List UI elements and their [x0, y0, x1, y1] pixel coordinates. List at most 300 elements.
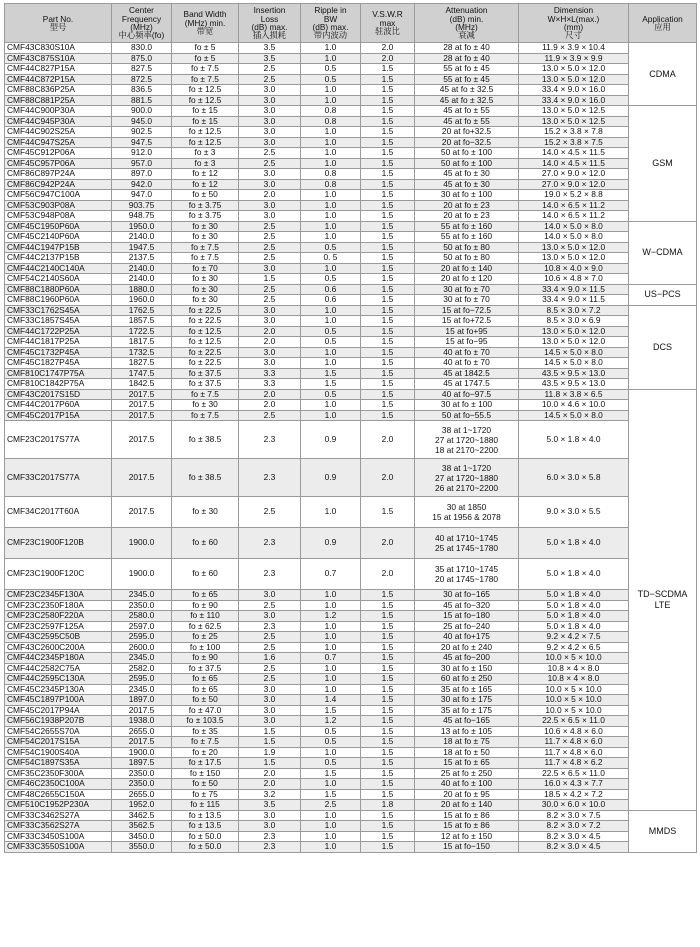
bandwidth-cell: fo ± 37.5: [172, 379, 239, 390]
insertion-loss-cell: 2.5: [239, 242, 301, 253]
bandwidth-cell: fo ± 35: [172, 726, 239, 737]
attenuation-line: 20 at 1745~1780: [434, 574, 499, 584]
vswr-cell: 1.5: [361, 169, 415, 180]
dimension-cell: 13.0 × 5.0 × 12.0: [519, 242, 629, 253]
attenuation-cell: 20 at fo ± 140: [415, 800, 519, 811]
filter-spec-table: [4, 3, 697, 853]
vswr-cell: 1.5: [361, 821, 415, 832]
ripple-cell: 0.5: [301, 274, 361, 285]
bandwidth-cell: fo ± 30: [172, 232, 239, 243]
part-number-cell: CMF33C3462S27A: [5, 810, 112, 821]
vswr-cell: 1.5: [361, 305, 415, 316]
part-number-cell: CMF44C2140C140A: [5, 263, 112, 274]
center-frequency-cell: 872.5: [112, 74, 172, 85]
part-number-cell: CMF45C2017P15A: [5, 410, 112, 421]
vswr-cell: 1.5: [361, 726, 415, 737]
insertion-loss-cell: 2.3: [239, 528, 301, 559]
insertion-loss-cell: 2.3: [239, 842, 301, 853]
dimension-cell: 11.7 × 4.8 × 6.0: [519, 737, 629, 748]
center-frequency-cell: 1747.5: [112, 368, 172, 379]
bandwidth-cell: fo ± 110: [172, 611, 239, 622]
part-number-cell: CMF44C947S25A: [5, 137, 112, 148]
attenuation-line: 18 at 2170~2200: [434, 444, 499, 455]
ripple-cell: 1.0: [301, 137, 361, 148]
part-number-cell: CMF45C912P06A: [5, 148, 112, 159]
bandwidth-cell: fo ± 7.5: [172, 737, 239, 748]
application-label: W−CDMA: [642, 247, 683, 257]
vswr-cell: 1.5: [361, 64, 415, 75]
attenuation-cell: 15 at fo ± 86: [415, 821, 519, 832]
part-number-cell: CMF23C1900F120B: [5, 528, 112, 559]
attenuation-line: 35 at 1710~1745: [434, 564, 499, 574]
dimension-cell: 22.5 × 6.5 × 11.0: [519, 768, 629, 779]
insertion-loss-cell: 3.3: [239, 368, 301, 379]
bandwidth-cell: fo ± 150: [172, 768, 239, 779]
vswr-cell: 1.5: [361, 716, 415, 727]
column-header-label: BW: [323, 13, 338, 24]
vswr-cell: 1.5: [361, 95, 415, 106]
part-number-cell: CMF56C1938P207B: [5, 716, 112, 727]
insertion-loss-cell: 2.5: [239, 674, 301, 685]
part-number-cell: CMF33C2017S77A: [5, 459, 112, 497]
attenuation-cell: 12 at fo ± 150: [415, 831, 519, 842]
insertion-loss-cell: 2.3: [239, 831, 301, 842]
dimension-cell: 13.0 × 5.0 × 12.0: [519, 74, 629, 85]
attenuation-cell: 40 at fo−97.5: [415, 389, 519, 400]
ripple-cell: 0.5: [301, 737, 361, 748]
dimension-cell: 13.0 × 5.0 × 12.0: [519, 326, 629, 337]
dimension-cell: 10.8 × 4 × 8.0: [519, 674, 629, 685]
attenuation-cell: 45 at fo−200: [415, 653, 519, 664]
column-header-label: (MHz) min.: [184, 17, 226, 28]
center-frequency-cell: 2345.0: [112, 653, 172, 664]
ripple-cell: 1.0: [301, 410, 361, 421]
vswr-cell: 2.0: [361, 528, 415, 559]
column-header-label: Dimension: [553, 5, 594, 16]
vswr-cell: 1.5: [361, 379, 415, 390]
bandwidth-cell: fo ± 3: [172, 148, 239, 159]
table-row: [5, 326, 697, 337]
insertion-loss-cell: 2.5: [239, 158, 301, 169]
bandwidth-cell: fo ± 7.5: [172, 389, 239, 400]
table-row: [5, 232, 697, 243]
center-frequency-cell: 881.5: [112, 95, 172, 106]
table-row: [5, 137, 697, 148]
bandwidth-cell: fo ± 75: [172, 789, 239, 800]
part-number-cell: CMF44C2595C130A: [5, 674, 112, 685]
center-frequency-cell: 912.0: [112, 148, 172, 159]
center-frequency-cell: 836.5: [112, 85, 172, 96]
bandwidth-cell: fo ± 7.5: [172, 253, 239, 264]
vswr-cell: 1.5: [361, 253, 415, 264]
vswr-cell: 1.5: [361, 695, 415, 706]
dimension-cell: 6.0 × 3.0 × 5.8: [519, 459, 629, 497]
ripple-cell: 1.5: [301, 705, 361, 716]
insertion-loss-cell: 3.0: [239, 821, 301, 832]
bandwidth-cell: fo ± 12.5: [172, 127, 239, 138]
center-frequency-cell: 1842.5: [112, 379, 172, 390]
application-cell: [629, 305, 697, 389]
table-row: [5, 190, 697, 201]
part-number-cell: CMF33C1762S45A: [5, 305, 112, 316]
table-row: [5, 379, 697, 390]
table-row: [5, 705, 697, 716]
ripple-cell: 0.6: [301, 295, 361, 306]
dimension-cell: 11.9 × 3.9 × 9.9: [519, 53, 629, 64]
part-number-cell: CMF45C1827P45A: [5, 358, 112, 369]
center-frequency-cell: 2582.0: [112, 663, 172, 674]
column-header-label: (dB) max.: [312, 22, 349, 32]
column-header-chinese: 型号: [49, 22, 67, 32]
ripple-cell: 0.5: [301, 389, 361, 400]
attenuation-cell: 30 at fo ± 70: [415, 284, 519, 295]
ripple-cell: 1.0: [301, 821, 361, 832]
table-row: [5, 400, 697, 411]
ripple-cell: 1.0: [301, 663, 361, 674]
center-frequency-cell: 2140.0: [112, 263, 172, 274]
attenuation-cell: 20 at fo+32.5: [415, 127, 519, 138]
application-label: GSM: [652, 157, 673, 168]
vswr-cell: 1.5: [361, 663, 415, 674]
center-frequency-cell: 2017.5: [112, 737, 172, 748]
application-cell: [629, 106, 697, 222]
part-number-cell: CMF88C836P25A: [5, 85, 112, 96]
dimension-cell: 14.0 × 4.5 × 11.5: [519, 158, 629, 169]
center-frequency-cell: 1938.0: [112, 716, 172, 727]
table-row: [5, 789, 697, 800]
table-row: [5, 116, 697, 127]
column-header: [361, 4, 415, 43]
dimension-cell: 14.0 × 5.0 × 8.0: [519, 221, 629, 232]
insertion-loss-cell: 3.0: [239, 263, 301, 274]
ripple-cell: 0.5: [301, 758, 361, 769]
center-frequency-cell: 2017.5: [112, 410, 172, 421]
part-number-cell: CMF44C2582C75A: [5, 663, 112, 674]
table-row: [5, 316, 697, 327]
attenuation-cell: 45 at fo−320: [415, 600, 519, 611]
vswr-cell: 1.5: [361, 600, 415, 611]
column-header: [5, 4, 112, 43]
ripple-cell: 0.8: [301, 169, 361, 180]
insertion-loss-cell: 2.3: [239, 459, 301, 497]
table-row: [5, 611, 697, 622]
table-row: [5, 242, 697, 253]
insertion-loss-cell: 2.5: [239, 642, 301, 653]
part-number-cell: CMF23C1900F120C: [5, 559, 112, 590]
bandwidth-cell: fo ± 65: [172, 674, 239, 685]
dimension-cell: 8.2 × 3.0 × 4.5: [519, 831, 629, 842]
part-number-cell: CMF43C830S10A: [5, 43, 112, 54]
bandwidth-cell: fo ± 38.5: [172, 459, 239, 497]
center-frequency-cell: 1900.0: [112, 528, 172, 559]
ripple-cell: 1.0: [301, 779, 361, 790]
vswr-cell: 1.5: [361, 179, 415, 190]
attenuation-cell: [415, 421, 519, 459]
center-frequency-cell: 957.0: [112, 158, 172, 169]
dimension-cell: 11.7 × 4.8 × 6.2: [519, 758, 629, 769]
table-row: [5, 64, 697, 75]
ripple-cell: 1.0: [301, 684, 361, 695]
dimension-cell: 5.0 × 1.8 × 4.0: [519, 421, 629, 459]
bandwidth-cell: fo ± 7.5: [172, 64, 239, 75]
vswr-cell: 1.5: [361, 316, 415, 327]
column-header-label: Band Width: [183, 9, 227, 20]
center-frequency-cell: 1947.5: [112, 242, 172, 253]
dimension-cell: 14.0 × 4.5 × 11.5: [519, 148, 629, 159]
vswr-cell: 2.0: [361, 43, 415, 54]
table-row: [5, 459, 697, 497]
bandwidth-cell: fo ± 12.5: [172, 85, 239, 96]
insertion-loss-cell: 2.5: [239, 221, 301, 232]
part-number-cell: CMF54C1897S35A: [5, 758, 112, 769]
insertion-loss-cell: 3.0: [239, 116, 301, 127]
insertion-loss-cell: 2.5: [239, 497, 301, 528]
ripple-cell: 1.0: [301, 347, 361, 358]
dimension-cell: 27.0 × 9.0 × 12.0: [519, 179, 629, 190]
table-row: [5, 389, 697, 400]
bandwidth-cell: fo ± 3: [172, 158, 239, 169]
center-frequency-cell: 2017.5: [112, 497, 172, 528]
attenuation-cell: 45 at fo−165: [415, 716, 519, 727]
insertion-loss-cell: 3.0: [239, 810, 301, 821]
bandwidth-cell: fo ± 103.5: [172, 716, 239, 727]
vswr-cell: 1.5: [361, 358, 415, 369]
center-frequency-cell: 2600.0: [112, 642, 172, 653]
insertion-loss-cell: 2.5: [239, 410, 301, 421]
bandwidth-cell: fo ± 12.5: [172, 137, 239, 148]
part-number-cell: CMF88C881P25A: [5, 95, 112, 106]
part-number-cell: CMF45C1950P60A: [5, 221, 112, 232]
insertion-loss-cell: 3.0: [239, 316, 301, 327]
attenuation-cell: 25 at fo−240: [415, 621, 519, 632]
table-row: [5, 779, 697, 790]
ripple-cell: 1.5: [301, 368, 361, 379]
table-row: [5, 831, 697, 842]
dimension-cell: 22.5 × 6.5 × 11.0: [519, 716, 629, 727]
attenuation-cell: 30 at fo ± 150: [415, 663, 519, 674]
bandwidth-cell: fo ± 62.5: [172, 621, 239, 632]
center-frequency-cell: 3462.5: [112, 810, 172, 821]
ripple-cell: 1.0: [301, 305, 361, 316]
attenuation-cell: 45 at 1747.5: [415, 379, 519, 390]
column-header-label: V.S.W.R: [372, 9, 403, 20]
bandwidth-cell: fo ± 20: [172, 747, 239, 758]
table-row: [5, 674, 697, 685]
column-header: [415, 4, 519, 43]
attenuation-cell: 18 at fo ± 50: [415, 747, 519, 758]
bandwidth-cell: fo ± 37.5: [172, 663, 239, 674]
ripple-cell: 1.0: [301, 43, 361, 54]
insertion-loss-cell: 2.0: [239, 779, 301, 790]
ripple-cell: 0.6: [301, 284, 361, 295]
dimension-cell: 27.0 × 9.0 × 12.0: [519, 169, 629, 180]
insertion-loss-cell: 1.5: [239, 726, 301, 737]
table-row: [5, 590, 697, 601]
dimension-cell: 8.5 × 3.0 × 6.9: [519, 316, 629, 327]
bandwidth-cell: fo ± 60: [172, 559, 239, 590]
insertion-loss-cell: 2.5: [239, 632, 301, 643]
insertion-loss-cell: 2.5: [239, 600, 301, 611]
attenuation-cell: 15 at fo−150: [415, 842, 519, 853]
attenuation-line: 40 at 1710~1745: [434, 533, 499, 543]
dimension-cell: 13.0 × 5.0 × 12.0: [519, 253, 629, 264]
attenuation-cell: 20 at fo ± 23: [415, 200, 519, 211]
application-label: MMDS: [648, 825, 677, 836]
vswr-cell: 1.5: [361, 497, 415, 528]
center-frequency-cell: 1960.0: [112, 295, 172, 306]
column-header-chinese: 驻波比: [375, 26, 400, 37]
attenuation-cell: 50 at fo ± 100: [415, 148, 519, 159]
attenuation-cell: 28 at fo ± 40: [415, 53, 519, 64]
insertion-loss-cell: 3.5: [239, 53, 301, 64]
vswr-cell: 1.5: [361, 632, 415, 643]
bandwidth-cell: fo ± 50.0: [172, 842, 239, 853]
part-number-cell: CMF23C2350F180A: [5, 600, 112, 611]
part-number-cell: CMF43C2600C200A: [5, 642, 112, 653]
center-frequency-cell: 2655.0: [112, 726, 172, 737]
center-frequency-cell: 1897.5: [112, 758, 172, 769]
application-cell: [629, 810, 697, 852]
dimension-cell: 18.5 × 4.2 × 7.2: [519, 789, 629, 800]
vswr-cell: 1.5: [361, 221, 415, 232]
vswr-cell: 1.5: [361, 642, 415, 653]
insertion-loss-cell: 2.5: [239, 232, 301, 243]
attenuation-cell: 55 at fo ± 45: [415, 64, 519, 75]
table-row: [5, 737, 697, 748]
part-number-cell: CMF810C1842P75A: [5, 379, 112, 390]
column-header-label: Ripple in: [314, 5, 347, 16]
bandwidth-cell: fo ± 15: [172, 106, 239, 117]
table-row: [5, 169, 697, 180]
attenuation-line: 38 at 1~1720: [441, 462, 492, 473]
application-label: DCS: [652, 341, 672, 352]
table-body: [5, 43, 697, 853]
vswr-cell: 1.5: [361, 116, 415, 127]
ripple-cell: 1.0: [301, 127, 361, 138]
attenuation-cell: 20 at fo ± 120: [415, 274, 519, 285]
ripple-cell: 1.0: [301, 358, 361, 369]
center-frequency-cell: 2017.5: [112, 389, 172, 400]
part-number-cell: CMF23C2580F220A: [5, 611, 112, 622]
application-cell: [629, 221, 697, 284]
table-row: [5, 663, 697, 674]
vswr-cell: 1.5: [361, 768, 415, 779]
attenuation-cell: 40 at fo ± 70: [415, 358, 519, 369]
bandwidth-cell: fo ± 30: [172, 295, 239, 306]
attenuation-cell: 30 at fo ± 70: [415, 295, 519, 306]
table-row: [5, 127, 697, 138]
table-row: [5, 253, 697, 264]
part-number-cell: CMF54C2655S70A: [5, 726, 112, 737]
vswr-cell: 1.5: [361, 295, 415, 306]
dimension-cell: 14.0 × 6.5 × 11.2: [519, 200, 629, 211]
center-frequency-cell: 827.5: [112, 64, 172, 75]
vswr-cell: 1.5: [361, 326, 415, 337]
part-number-cell: CMF45C2017P94A: [5, 705, 112, 716]
bandwidth-cell: fo ± 3.75: [172, 211, 239, 222]
vswr-cell: 1.5: [361, 705, 415, 716]
attenuation-cell: [415, 459, 519, 497]
bandwidth-cell: fo ± 12: [172, 179, 239, 190]
ripple-cell: 0.5: [301, 337, 361, 348]
bandwidth-cell: fo ± 50: [172, 695, 239, 706]
table-row: [5, 695, 697, 706]
center-frequency-cell: 1952.0: [112, 800, 172, 811]
insertion-loss-cell: 2.5: [239, 295, 301, 306]
ripple-cell: 0.8: [301, 116, 361, 127]
table-row: [5, 221, 697, 232]
attenuation-cell: 45 at fo ± 30: [415, 169, 519, 180]
center-frequency-cell: 942.0: [112, 179, 172, 190]
part-number-cell: CMF54C2017S15A: [5, 737, 112, 748]
attenuation-cell: 40 at fo+175: [415, 632, 519, 643]
column-header-chinese: 带内波动: [313, 30, 348, 41]
table-row: [5, 179, 697, 190]
insertion-loss-cell: 3.0: [239, 137, 301, 148]
column-header-label: max: [379, 17, 396, 28]
vswr-cell: 1.5: [361, 737, 415, 748]
table-row: [5, 148, 697, 159]
attenuation-line: 15 at 1956 & 2078: [432, 512, 501, 522]
ripple-cell: 1.5: [301, 789, 361, 800]
application-cell: [629, 284, 697, 305]
attenuation-cell: 60 at fo ± 250: [415, 674, 519, 685]
dimension-cell: 11.8 × 3.8 × 6.5: [519, 389, 629, 400]
part-number-cell: CMF86C942P24A: [5, 179, 112, 190]
center-frequency-cell: 948.75: [112, 211, 172, 222]
center-frequency-cell: 897.0: [112, 169, 172, 180]
attenuation-cell: 35 at fo ± 175: [415, 705, 519, 716]
attenuation-cell: 20 at fo ± 95: [415, 789, 519, 800]
insertion-loss-cell: 3.0: [239, 211, 301, 222]
dimension-cell: 5.0 × 1.8 × 4.0: [519, 590, 629, 601]
center-frequency-cell: 1857.5: [112, 316, 172, 327]
attenuation-cell: 55 at fo ± 160: [415, 232, 519, 243]
dimension-cell: 8.5 × 3.0 × 7.2: [519, 305, 629, 316]
vswr-cell: 1.5: [361, 148, 415, 159]
dimension-cell: 8.2 × 3.0 × 7.2: [519, 821, 629, 832]
part-number-cell: CMF44C2137P15B: [5, 253, 112, 264]
attenuation-line: 27 at 1720~1880: [434, 434, 499, 445]
center-frequency-cell: 1897.0: [112, 695, 172, 706]
bandwidth-cell: fo ± 22.5: [172, 305, 239, 316]
attenuation-cell: 45 at 1842.5: [415, 368, 519, 379]
insertion-loss-cell: 3.0: [239, 684, 301, 695]
attenuation-cell: 13 at fo ± 105: [415, 726, 519, 737]
insertion-loss-cell: 3.2: [239, 789, 301, 800]
bandwidth-cell: fo ± 13.5: [172, 821, 239, 832]
part-number-cell: CMF23C2017S77A: [5, 421, 112, 459]
ripple-cell: 0.9: [301, 421, 361, 459]
dimension-cell: 11.9 × 3.9 × 10.4: [519, 43, 629, 54]
column-header-label: (MHz): [455, 22, 478, 32]
ripple-cell: 1.0: [301, 831, 361, 842]
attenuation-cell: 40 at fo ± 100: [415, 779, 519, 790]
vswr-cell: 2.0: [361, 559, 415, 590]
vswr-cell: 1.5: [361, 611, 415, 622]
bandwidth-cell: fo ± 12.5: [172, 95, 239, 106]
part-number-cell: CMF56C947C100A: [5, 190, 112, 201]
dimension-cell: 9.2 × 4.2 × 6.5: [519, 642, 629, 653]
attenuation-cell: 45 at fo ± 55: [415, 106, 519, 117]
ripple-cell: 1.5: [301, 768, 361, 779]
table-row: [5, 632, 697, 643]
vswr-cell: 1.5: [361, 747, 415, 758]
insertion-loss-cell: 1.9: [239, 747, 301, 758]
insertion-loss-cell: 3.0: [239, 358, 301, 369]
part-number-cell: CMF44C2017P60A: [5, 400, 112, 411]
center-frequency-cell: 3450.0: [112, 831, 172, 842]
